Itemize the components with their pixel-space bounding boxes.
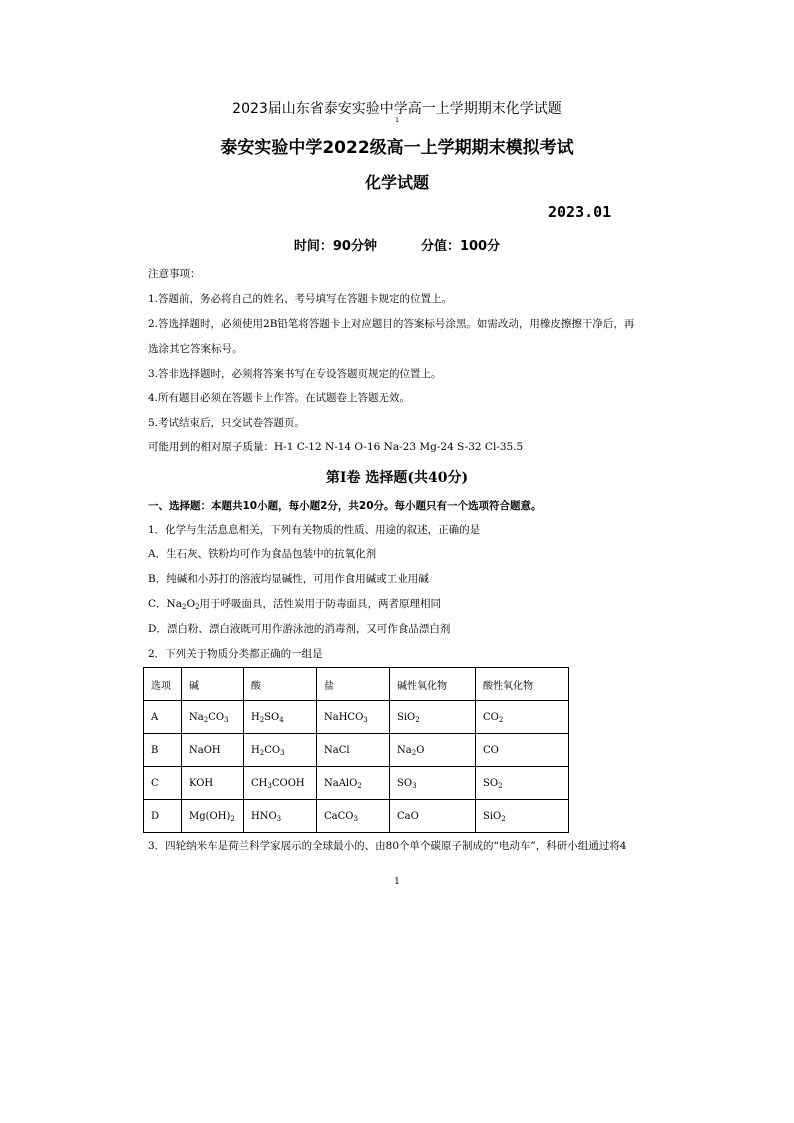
table-cell-salt: NaCl [317,734,390,767]
table-header-cell: 碱 [182,668,244,701]
table-header-cell: 酸性氧化物 [476,668,569,701]
table-cell-base: $Mg(OH)_2$ [182,800,244,833]
notice-item: 3.答非选择题时，必须将答案书写在专设答题页规定的位置上。 [148,368,442,380]
table-cell-salt: NaHCO$_3$ [317,701,390,734]
table-cell-acidic-oxide: CO [476,734,569,767]
notice-item: 选涂其它答案标号。 [148,343,243,355]
document-header-title: 2023届山东省泰安实验中学高一上学期期末化学试题 [232,101,562,117]
table-cell-option: C [144,767,182,800]
table-cell-acid: $H_2CO_3$ [244,734,317,767]
table-cell-basic-oxide: $SO_3$ [390,767,476,800]
table-cell-option: B [144,734,182,767]
table-header-cell: 盐 [317,668,390,701]
table-row [144,734,569,767]
table-cell-salt: NaAlO$_2$ [317,767,390,800]
question-1-option-a: A．生石灰、铁粉均可作为食品包装中的抗氧化剂 [148,548,377,560]
table-header-cell: 选项 [144,668,182,701]
table-cell-acid: $HNO_3$ [244,800,317,833]
table-cell-option: A [144,701,182,734]
table-cell-basic-oxide: $Na_2O$ [390,734,476,767]
atomic-masses: 可能用到的相对原子质量：H-1 C-12 N-14 O-16 Na-23 Mg-24 S-32 Cl-35.5 [148,441,524,453]
notice-item: 5.考试结束后，只交试卷答题页。 [148,417,306,429]
question-3-stem: 3．四轮纳米车是荷兰科学家展示的全球最小的、由80个单个碳原子制成的“电动车”，科研小组通过将4 [148,840,627,852]
notice-item: 4.所有题目必须在答题卡上作答。在试题卷上答题无效。 [148,392,411,404]
notice-title: 注意事项： [148,268,201,280]
table-header-cell: 酸 [244,668,317,701]
question-1-option-b: B．纯碱和小苏打的溶液均显碱性，可用作食用碱或工业用碱 [148,573,429,585]
exam-title: 泰安实验中学2022级高一上学期期末模拟考试 [220,138,574,158]
notice-item: 1.答题前，务必将自己的姓名、考号填写在答题卡规定的位置上。 [148,293,453,305]
table-cell-base: $Na_2CO_3$ [182,701,244,734]
section-title: 第Ⅰ卷 选择题(共40分) [325,470,469,486]
exam-score: 分值：100分 [420,239,501,254]
table-cell-base: KOH [182,767,244,800]
exam-date: 2023.01 [548,203,612,221]
table-header-cell: 碱性氧化物 [390,668,476,701]
question-1-option-c: C．$Na_2O_2$用于呼吸面具，活性炭用于防毒面具，两者原理相同 [148,598,442,611]
subject-title: 化学试题 [364,173,429,192]
question-1-stem: 1．化学与生活息息相关，下列有关物质的性质、用途的叙述，正确的是 [148,524,481,536]
table-header-row [144,668,569,701]
classification-table [143,667,569,833]
table-cell-salt: CaCO$_3$ [317,800,390,833]
part-heading: 一、选择题：本题共10小题，每小题2分，共20分。每小题只有一个选项符合题意。 [148,500,542,512]
notice-item: 2.答选择题时，必须使用2B铅笔将答题卡上对应题目的答案标号涂黑。如需改动，用橡皮擦擦干净后，再 [148,318,635,330]
question-1-option-d: D．漂白粉、漂白液既可用作游泳池的消毒剂，又可作食品漂白剂 [148,623,451,635]
table-cell-acid: $H_2SO_4$ [244,701,317,734]
table-row [144,767,569,800]
table-cell-basic-oxide: CaO [390,800,476,833]
table-cell-basic-oxide: SiO$_2$ [390,701,476,734]
table-row [144,800,569,833]
time-score-line [0,235,794,254]
question-2-stem: 2．下列关于物质分类都正确的一组是 [148,648,323,660]
table-cell-acidic-oxide: SiO$_2$ [476,800,569,833]
table-cell-base: NaOH [182,734,244,767]
table-cell-option: D [144,800,182,833]
header-page-mark: 1 [395,117,399,124]
table-cell-acidic-oxide: $CO_2$ [476,701,569,734]
page-number: 1 [394,877,400,887]
table-cell-acidic-oxide: $SO_2$ [476,767,569,800]
table-cell-acid: $CH_3COOH$ [244,767,317,800]
table-row [144,701,569,734]
exam-time: 时间：90分钟 [293,239,377,254]
